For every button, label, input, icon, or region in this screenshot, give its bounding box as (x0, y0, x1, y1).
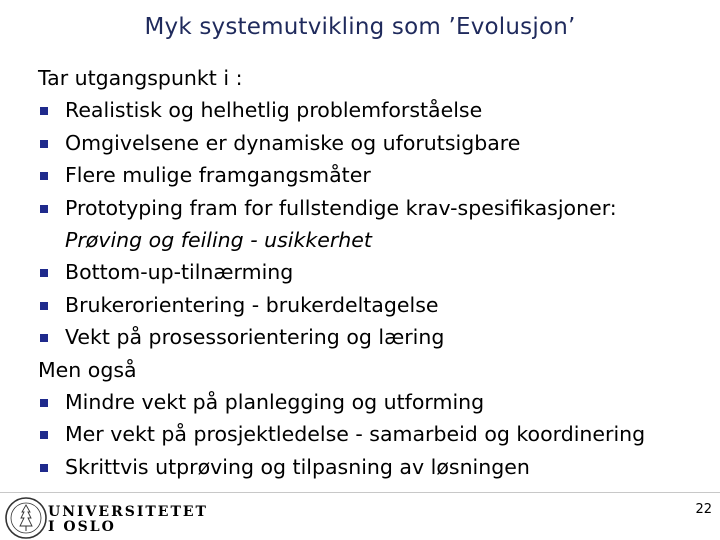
university-name (48, 505, 208, 535)
list-item-text: Mer vekt på prosjektledelse - samarbeid og koordinering (65, 422, 646, 447)
list-item-text: Realistisk og helhetlig problemforståelse (65, 98, 483, 123)
university-name-line1: UNIVERSITETET (48, 504, 208, 520)
square-bullet-icon (40, 464, 48, 472)
list-item (38, 159, 708, 191)
section-heading-2: Men også (38, 357, 137, 382)
footer-divider (0, 492, 720, 493)
page-number: 22 (695, 502, 712, 517)
square-bullet-icon (40, 140, 48, 148)
list-item-text: Vekt på prosessorientering og læring (65, 325, 445, 350)
list-item (38, 192, 708, 257)
university-seal-icon (4, 496, 48, 540)
slide-content (38, 62, 708, 483)
list-item (38, 386, 708, 418)
list-item (38, 94, 708, 126)
list-item (38, 321, 708, 353)
list-item-text: Prototyping fram for fullstendige krav-spesifikasjoner: (65, 195, 617, 220)
list-item (38, 127, 708, 159)
square-bullet-icon (40, 302, 48, 310)
square-bullet-icon (40, 431, 48, 439)
list-item (38, 451, 708, 483)
square-bullet-icon (40, 205, 48, 213)
square-bullet-icon (40, 107, 48, 115)
square-bullet-icon (40, 172, 48, 180)
list-item (38, 256, 708, 288)
list-item-text: Skrittvis utprøving og tilpasning av løsningen (65, 454, 530, 479)
list-item-text: Brukerorientering - brukerdeltagelse (65, 292, 439, 317)
square-bullet-icon (40, 269, 48, 277)
list-item-continuation: Prøving og feiling - usikkerhet (65, 228, 372, 253)
list-item (38, 289, 708, 321)
square-bullet-icon (40, 334, 48, 342)
list-item-text: Mindre vekt på planlegging og utforming (65, 390, 485, 415)
section-heading-1: Tar utgangspunkt i : (38, 66, 243, 90)
square-bullet-icon (40, 399, 48, 407)
list-item-text: Omgivelsene er dynamiske og uforutsigbare (65, 130, 521, 155)
list-item (38, 418, 708, 450)
university-name-line2: I OSLO (48, 519, 116, 535)
list-item-text: Bottom-up-tilnærming (65, 260, 294, 285)
list-item-text: Flere mulige framgangsmåter (65, 163, 371, 188)
slide-title: Myk systemutvikling som ’Evolusjon’ (144, 14, 576, 40)
